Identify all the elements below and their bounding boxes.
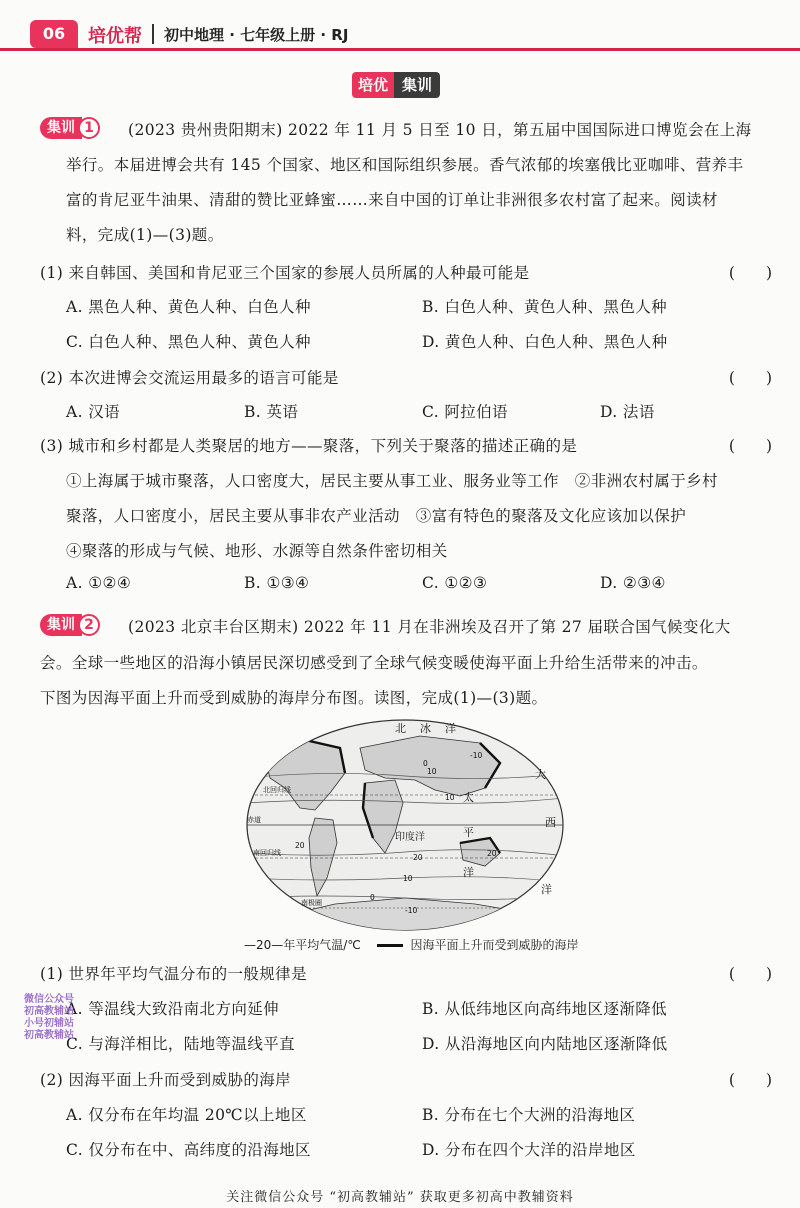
q1-sub2: (2) 本次进博会交流运用最多的语言可能是 [40, 369, 339, 387]
option-d: D. 分布在四个大洋的沿岸地区 [422, 1141, 636, 1159]
q1-stem-line: 料，完成(1)—(3)题。 [66, 226, 224, 244]
map-label: 洋 [541, 883, 552, 896]
isotherm-label: 20 [413, 853, 423, 862]
watermark-line: 初高教辅站 [24, 1006, 74, 1017]
question-2-label [40, 614, 100, 636]
option-a: A. 黑色人种、黄色人种、白色人种 [66, 298, 311, 316]
page-header [0, 0, 800, 58]
isotherm-label: 0 [423, 759, 428, 768]
map-label: 北 [395, 722, 406, 735]
q2-sub2: (2) 因海平面上升而受到威胁的海岸 [40, 1071, 292, 1089]
q1-stem-line: (2023 贵州贵阳期末) 2022 年 11 月 5 日至 10 日，第五届中国国际进口博览会在上海 [128, 121, 752, 139]
map-label: 南回归线 [253, 849, 281, 857]
map-label: 北回归线 [263, 786, 291, 794]
section-title [352, 72, 440, 98]
q2-stem-line: (2023 北京丰台区期末) 2022 年 11 月在非洲埃及召开了第 27 届联合国气候变化大 [128, 618, 731, 636]
option-c: C. 阿拉伯语 [422, 403, 508, 421]
question-number: 2 [78, 614, 100, 636]
isotherm-label: 10 [427, 767, 437, 776]
course-title: 初中地理 · 七年级上册 · RJ [164, 26, 349, 44]
map-label: 冰 [420, 722, 431, 735]
isotherm-label: 20 [295, 841, 305, 850]
question-number: 1 [78, 117, 100, 139]
option-b: B. 从低纬地区向高纬地区逐渐降低 [422, 1000, 668, 1018]
header-rule [0, 48, 800, 51]
legend-temperature: —20—年平均气温/℃ [244, 938, 361, 952]
option-c: C. 与海洋相比，陆地等温线平直 [66, 1035, 296, 1053]
isotherm-label: 20 [487, 849, 497, 858]
statement-line: ④聚落的形成与气候、地形、水源等自然条件密切相关 [66, 542, 448, 560]
map-label: 洋 [445, 722, 456, 735]
q1-sub1: (1) 来自韩国、美国和肯尼亚三个国家的参展人员所属的人种最可能是 [40, 264, 530, 282]
question-label-text: 集训 [40, 117, 82, 139]
map-legend [244, 936, 578, 953]
isotherm-label: 0 [370, 893, 375, 902]
map-label: 南极圈 [301, 899, 322, 907]
q1-sub3: (3) 城市和乡村都是人类聚居的地方——聚落，下列关于聚落的描述正确的是 [40, 437, 578, 455]
option-b: B. 英语 [244, 403, 299, 421]
statement-line: ①上海属于城市聚落，人口密度大，居民主要从事工业、服务业等工作 ②非洲农村属于乡村 [66, 472, 718, 490]
legend-coast: 因海平面上升而受到威胁的海岸 [410, 938, 579, 952]
q1-stem-line: 富的肯尼亚牛油果、清甜的赞比亚蜂蜜……来自中国的订单让非洲很多农村富了起来。阅读材 [66, 191, 718, 209]
option-c: C. ①②③ [422, 574, 488, 592]
option-b: B. 分布在七个大洲的沿海地区 [422, 1106, 636, 1124]
option-d: D. 黄色人种、白色人种、黑色人种 [422, 333, 668, 351]
option-a: A. 等温线大致沿南北方向延伸 [66, 1000, 280, 1018]
answer-blank[interactable]: ( ) [728, 965, 772, 983]
question-1-label [40, 117, 100, 139]
map-label: 大 [535, 768, 546, 781]
answer-blank[interactable]: ( ) [728, 437, 772, 455]
section-title-b: 集训 [394, 72, 440, 98]
option-c: C. 白色人种、黑色人种、黄色人种 [66, 333, 311, 351]
option-a: A. ①②④ [66, 574, 132, 592]
legend-coast-swatch [377, 944, 403, 947]
answer-blank[interactable]: ( ) [728, 264, 772, 282]
world-map-figure [245, 718, 565, 933]
question-label-text: 集训 [40, 614, 82, 636]
section-title-a: 培优 [352, 72, 394, 98]
option-a: A. 仅分布在年均温 20℃以上地区 [66, 1106, 307, 1124]
option-d: D. 从沿海地区向内陆地区逐渐降低 [422, 1035, 668, 1053]
isotherm-label: -10 [405, 906, 418, 915]
q2-stem-line: 会。全球一些地区的沿海小镇居民深切感受到了全球气候变暖使海平面上升给生活带来的冲击。 [40, 654, 708, 672]
isotherm-label: -10 [470, 751, 483, 760]
option-b: B. ①③④ [244, 574, 310, 592]
map-label: 平 [463, 826, 474, 839]
option-d: D. 法语 [600, 403, 655, 421]
isotherm-label: 10 [403, 874, 413, 883]
map-label: 洋 [463, 866, 474, 879]
watermark-line: 初高教辅站 [24, 1030, 74, 1041]
watermark-stamp [24, 994, 88, 1042]
q1-stem-line: 举行。本届进博会共有 145 个国家、地区和国际组织参展。香气浓郁的埃塞俄比亚咖啡、营养丰 [66, 156, 744, 174]
option-d: D. ②③④ [600, 574, 666, 592]
option-b: B. 白色人种、黄色人种、黑色人种 [422, 298, 668, 316]
page-number: 06 [30, 20, 78, 48]
map-label: 西 [545, 816, 556, 829]
answer-blank[interactable]: ( ) [728, 369, 772, 387]
q2-sub1: (1) 世界年平均气温分布的一般规律是 [40, 965, 307, 983]
map-label: 印度洋 [395, 832, 425, 843]
option-a: A. 汉语 [66, 403, 121, 421]
header-divider [152, 24, 154, 44]
map-label: 赤道 [247, 816, 261, 824]
map-label: 太 [463, 791, 474, 804]
footer-note: 关注微信公众号 “初高教辅站” 获取更多初高中教辅资料 [226, 1190, 574, 1205]
brand-name: 培优帮 [88, 26, 142, 47]
watermark-line: 小号初辅站 [24, 1018, 74, 1029]
option-c: C. 仅分布在中、高纬度的沿海地区 [66, 1141, 311, 1159]
isotherm-label: 10 [445, 793, 455, 802]
answer-blank[interactable]: ( ) [728, 1071, 772, 1089]
statement-line: 聚落，人口密度小，居民主要从事非农产业活动 ③富有特色的聚落及文化应该加以保护 [66, 507, 687, 525]
q2-stem-line: 下图为因海平面上升而受到威胁的海岸分布图。读图，完成(1)—(3)题。 [40, 689, 548, 707]
watermark-line: 微信公众号 [24, 994, 74, 1005]
